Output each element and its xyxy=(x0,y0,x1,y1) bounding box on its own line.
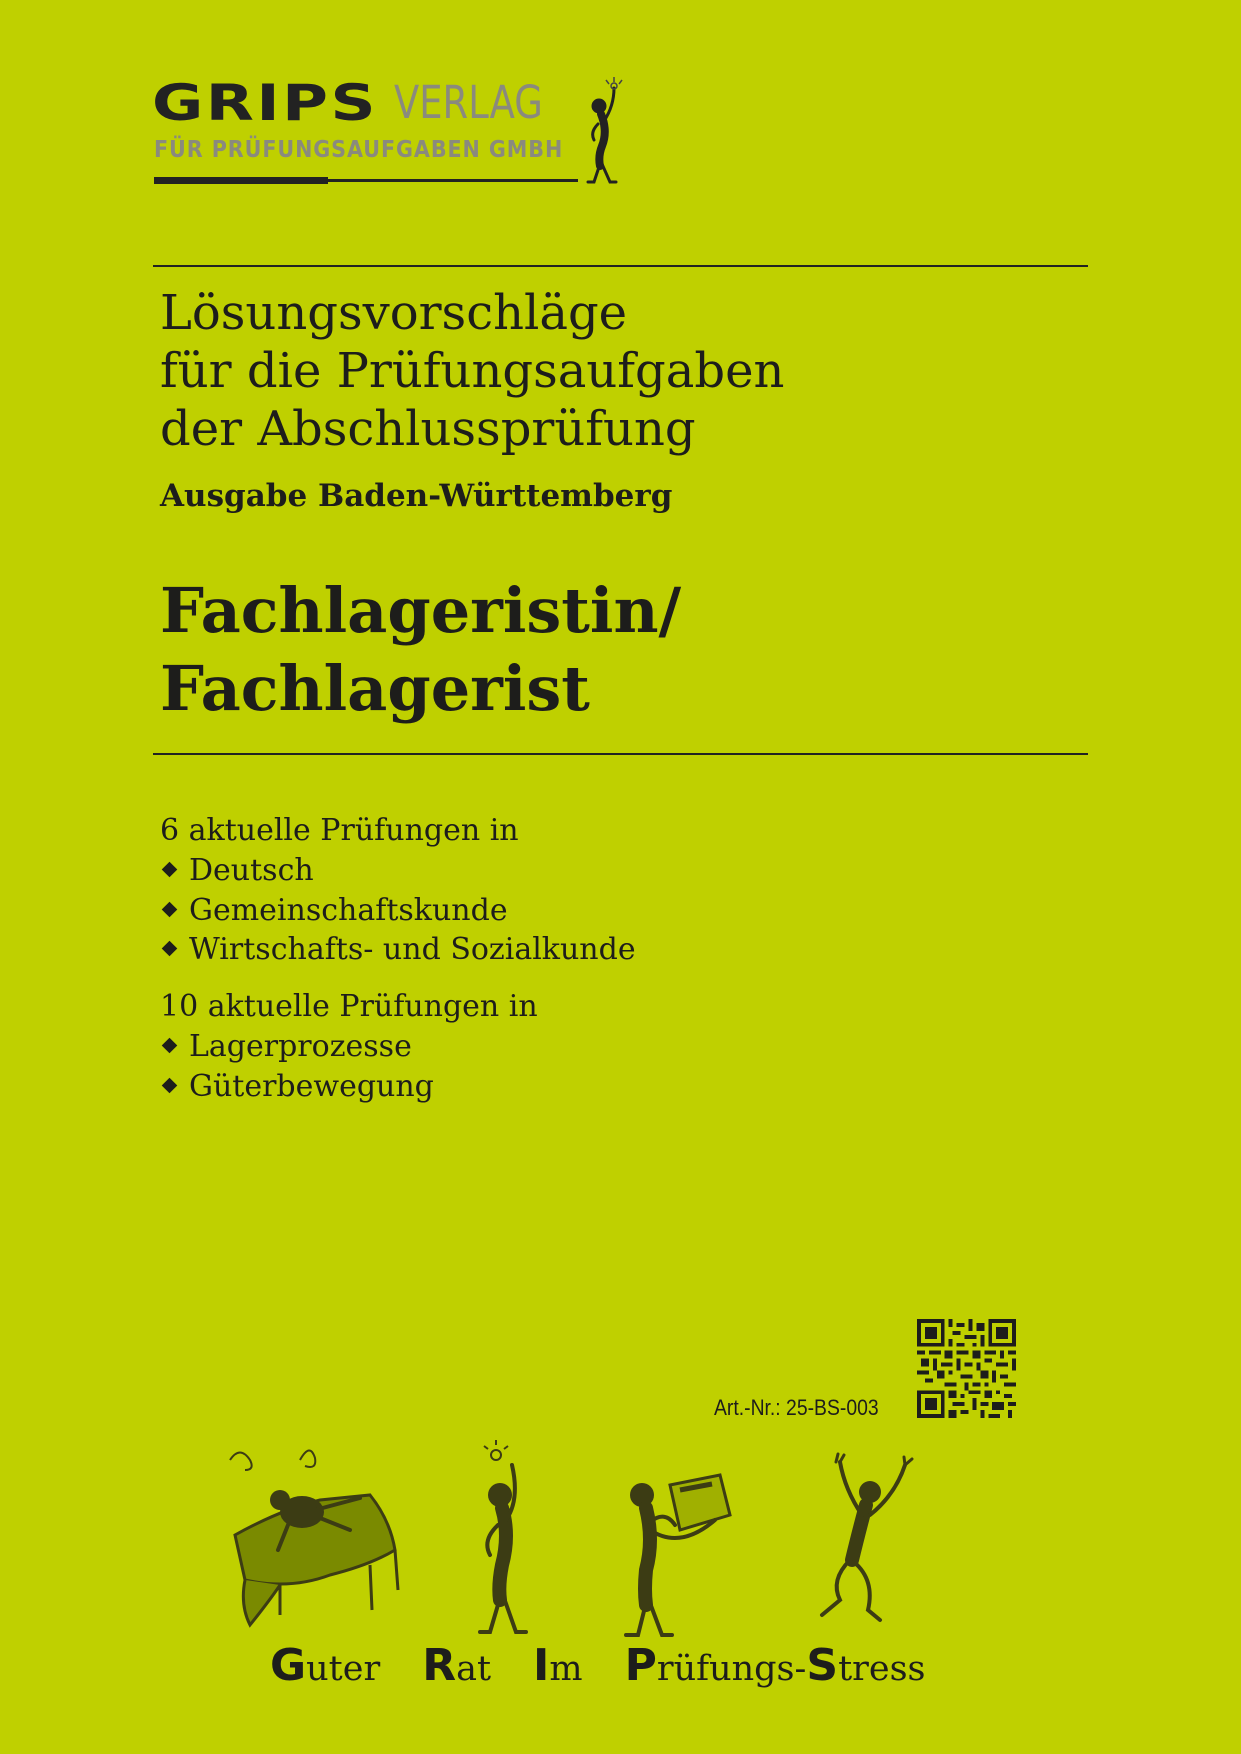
publisher-logo xyxy=(152,74,632,188)
list-item xyxy=(160,1067,434,1107)
subtitle-line: Lösungsvorschläge xyxy=(160,285,628,341)
motto-rest: uter xyxy=(306,1649,381,1689)
motto-rest: tress xyxy=(838,1649,926,1689)
title-line: Fachlageristin/ xyxy=(160,574,682,647)
edition-label: Ausgabe Baden-Württemberg xyxy=(160,478,673,514)
diamond-bullet-icon xyxy=(162,862,178,878)
subtitle-line: der Abschlussprüfung xyxy=(160,401,696,457)
page-title xyxy=(160,572,681,728)
exam-group-heading: 6 aktuelle Prüfungen in xyxy=(160,813,519,848)
motto-rest: at xyxy=(456,1649,492,1689)
logo-underline-dark xyxy=(154,177,328,184)
list-item xyxy=(160,851,636,891)
stressed-figure-icon xyxy=(230,1450,398,1625)
sign-figure-icon xyxy=(626,1475,730,1635)
motto-initial: G xyxy=(270,1640,307,1691)
subject-label: Gemeinschaftskunde xyxy=(189,892,508,928)
mascot-figures xyxy=(220,1440,1040,1640)
subtitle-line: für die Prüfungsaufgaben xyxy=(160,343,785,399)
motto-word xyxy=(422,1640,491,1691)
diamond-bullet-icon xyxy=(162,1077,178,1093)
logo-mascot-icon xyxy=(584,76,632,186)
diamond-bullet-icon xyxy=(162,941,178,957)
title-line: Fachlagerist xyxy=(160,652,590,725)
bottom-rule xyxy=(153,753,1088,755)
list-item xyxy=(160,891,636,931)
jumping-figure-icon xyxy=(822,1454,912,1620)
diamond-bullet-icon xyxy=(162,901,178,917)
qr-code-icon[interactable] xyxy=(917,1319,1016,1418)
logo-verlag: VERLAG xyxy=(394,76,543,129)
subtitle xyxy=(160,284,784,458)
motto-initial: P xyxy=(624,1640,657,1691)
list-item xyxy=(160,930,636,970)
exam-subject-list xyxy=(160,1027,434,1106)
logo-underline-thin xyxy=(328,179,578,182)
article-number: Art.-Nr.: 25-BS-003 xyxy=(714,1395,879,1420)
idea-figure-icon xyxy=(480,1440,526,1632)
motto-initial: I xyxy=(533,1640,550,1691)
subject-label: Deutsch xyxy=(189,853,314,888)
motto-word xyxy=(625,1640,807,1691)
exam-group-heading: 10 aktuelle Prüfungen in xyxy=(160,989,538,1024)
motto-rest: rüfungs- xyxy=(656,1649,807,1689)
exam-subject-list xyxy=(160,851,636,970)
motto xyxy=(270,1640,926,1691)
motto-initial: S xyxy=(806,1640,839,1691)
motto-word xyxy=(270,1640,380,1691)
list-item xyxy=(160,1027,434,1067)
logo-brand: GRIPS xyxy=(152,74,379,132)
motto-rest: m xyxy=(549,1649,583,1689)
diamond-bullet-icon xyxy=(162,1038,178,1054)
logo-subline: FÜR PRÜFUNGSAUFGABEN GMBH xyxy=(154,137,564,163)
motto-word xyxy=(533,1640,583,1691)
motto-initial: R xyxy=(422,1640,457,1691)
subject-label: Wirtschafts- und Sozialkunde xyxy=(189,932,636,967)
motto-word xyxy=(806,1640,925,1691)
subject-label: Güterbewegung xyxy=(189,1068,434,1104)
top-rule xyxy=(153,265,1088,267)
subject-label: Lagerprozesse xyxy=(189,1029,412,1064)
